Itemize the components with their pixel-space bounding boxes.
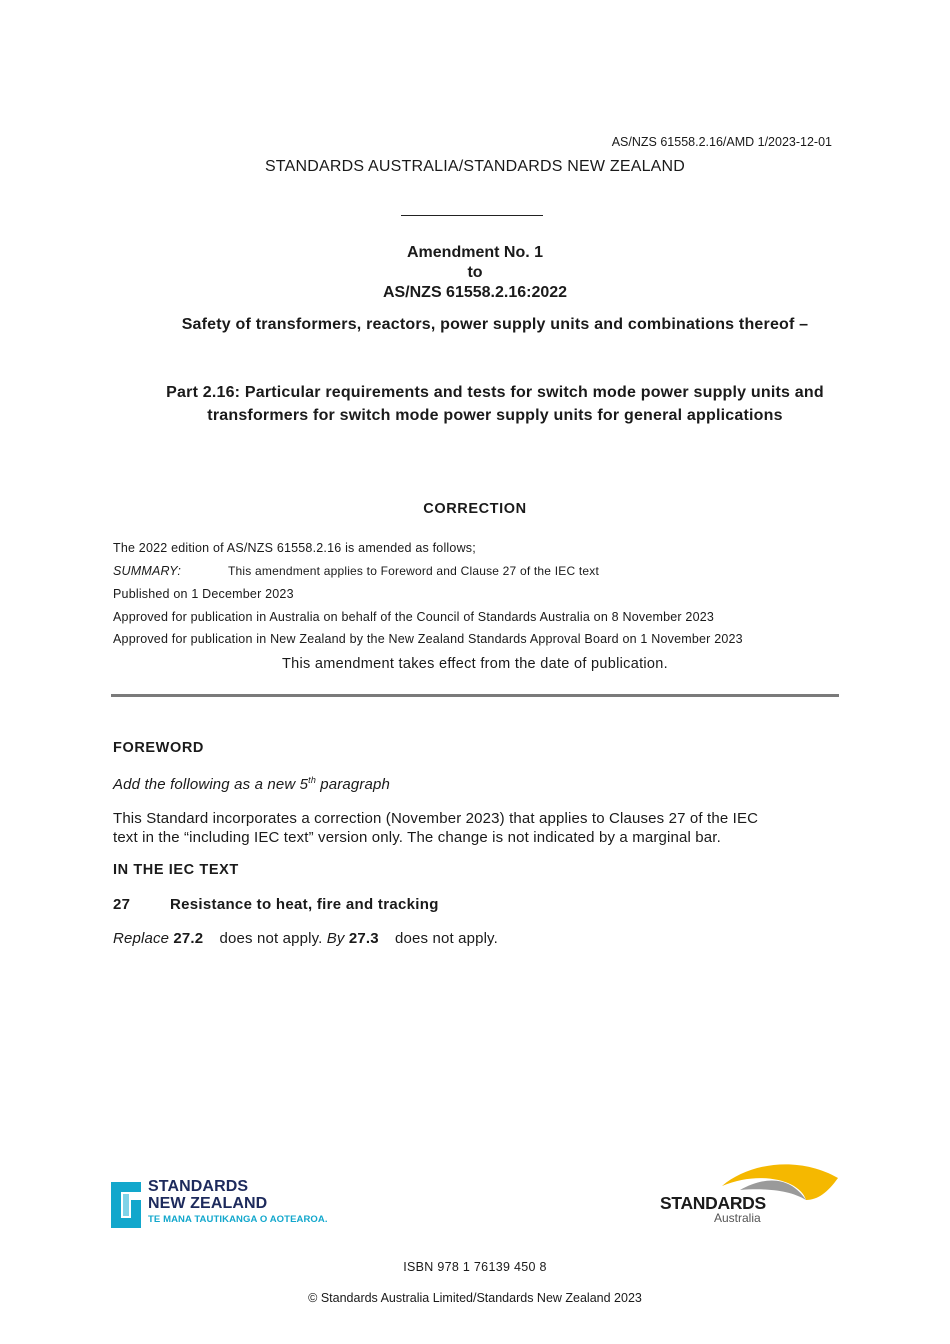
- iec-text-heading: IN THE IEC TEXT: [113, 862, 239, 878]
- by-text: does not apply.: [395, 930, 498, 947]
- foreword-instruction: [113, 775, 841, 793]
- paragraph-line: This Standard incorporates a correction (November 2023) that applies to Clauses 27 of the IEC: [113, 810, 759, 827]
- copyright: © Standards Australia Limited/Standards New Zealand 2023: [308, 1291, 642, 1305]
- snz-mark-icon: [111, 1182, 141, 1228]
- standards-australia-logo: [660, 1160, 840, 1230]
- amended-standard: AS/NZS 61558.2.16:2022: [382, 284, 568, 301]
- sa-wordmark: STANDARDS: [660, 1193, 766, 1213]
- clause-number: 27: [113, 896, 131, 913]
- document-reference: AS/NZS 61558.2.16/AMD 1/2023-12-01: [611, 135, 832, 149]
- part-title: Part 2.16: Particular requirements and tests for switch mode power supply units and transformers for switch mode power supply units for general applications: [166, 384, 824, 424]
- amendment-number: Amendment No. 1: [406, 244, 543, 261]
- standards-new-zealand-logo: [111, 1178, 341, 1230]
- replace-text: does not apply.: [219, 930, 323, 947]
- snz-line1: STANDARDS: [148, 1178, 249, 1195]
- organisation-heading: STANDARDS AUSTRALIA/STANDARDS NEW ZEALAND: [264, 158, 686, 175]
- snz-tagline: TE MANA TAUTIKANGA O AOTEAROA.: [148, 1214, 328, 1225]
- edition-line: The 2022 edition of AS/NZS 61558.2.16 is amended as follows;: [113, 541, 476, 555]
- clause-title: Resistance to heat, fire and tracking: [170, 896, 439, 913]
- replacement-instruction: [113, 930, 841, 947]
- title-divider: [401, 215, 543, 216]
- published-date: Published on 1 December 2023: [113, 587, 294, 601]
- section-divider: [111, 694, 839, 697]
- replace-clause-ref: 27.2: [173, 930, 204, 947]
- approval-australia: Approved for publication in Australia on behalf of the Council of Standards Australia on 8 November 2023: [113, 610, 715, 624]
- instruction-superscript: th: [308, 775, 316, 785]
- summary-text: This amendment applies to Foreword and Clause 27 of the IEC text: [228, 564, 599, 578]
- effect-statement: This amendment takes effect from the date of publication.: [282, 656, 668, 672]
- snz-line2: NEW ZEALAND: [148, 1195, 268, 1212]
- instruction-suffix: paragraph: [315, 776, 391, 793]
- correction-heading: CORRECTION: [423, 501, 527, 517]
- paragraph-line: text in the “including IEC text” version only. The change is not indicated by a marginal bar.: [113, 829, 721, 846]
- amendment-title: [0, 243, 950, 303]
- summary-label: SUMMARY:: [113, 564, 182, 578]
- by-clause-ref: 27.3: [348, 930, 379, 947]
- instruction-prefix: Add the following as a new 5: [113, 776, 309, 793]
- replace-word: Replace: [113, 930, 170, 947]
- snz-wordmark: [148, 1178, 267, 1212]
- isbn: ISBN 978 1 76139 450 8: [403, 1260, 547, 1274]
- foreword-paragraph: [113, 809, 841, 847]
- by-word: By: [326, 930, 345, 947]
- approval-new-zealand: Approved for publication in New Zealand by the New Zealand Standards Approval Board on 1 November 2023: [113, 632, 743, 646]
- clause-heading: [113, 896, 841, 913]
- standard-title: Safety of transformers, reactors, power supply units and combinations thereof –: [181, 316, 809, 333]
- sa-subtext: Australia: [714, 1211, 761, 1225]
- summary-line: [113, 564, 599, 578]
- amendment-to: to: [467, 264, 483, 281]
- foreword-heading: FOREWORD: [113, 740, 204, 756]
